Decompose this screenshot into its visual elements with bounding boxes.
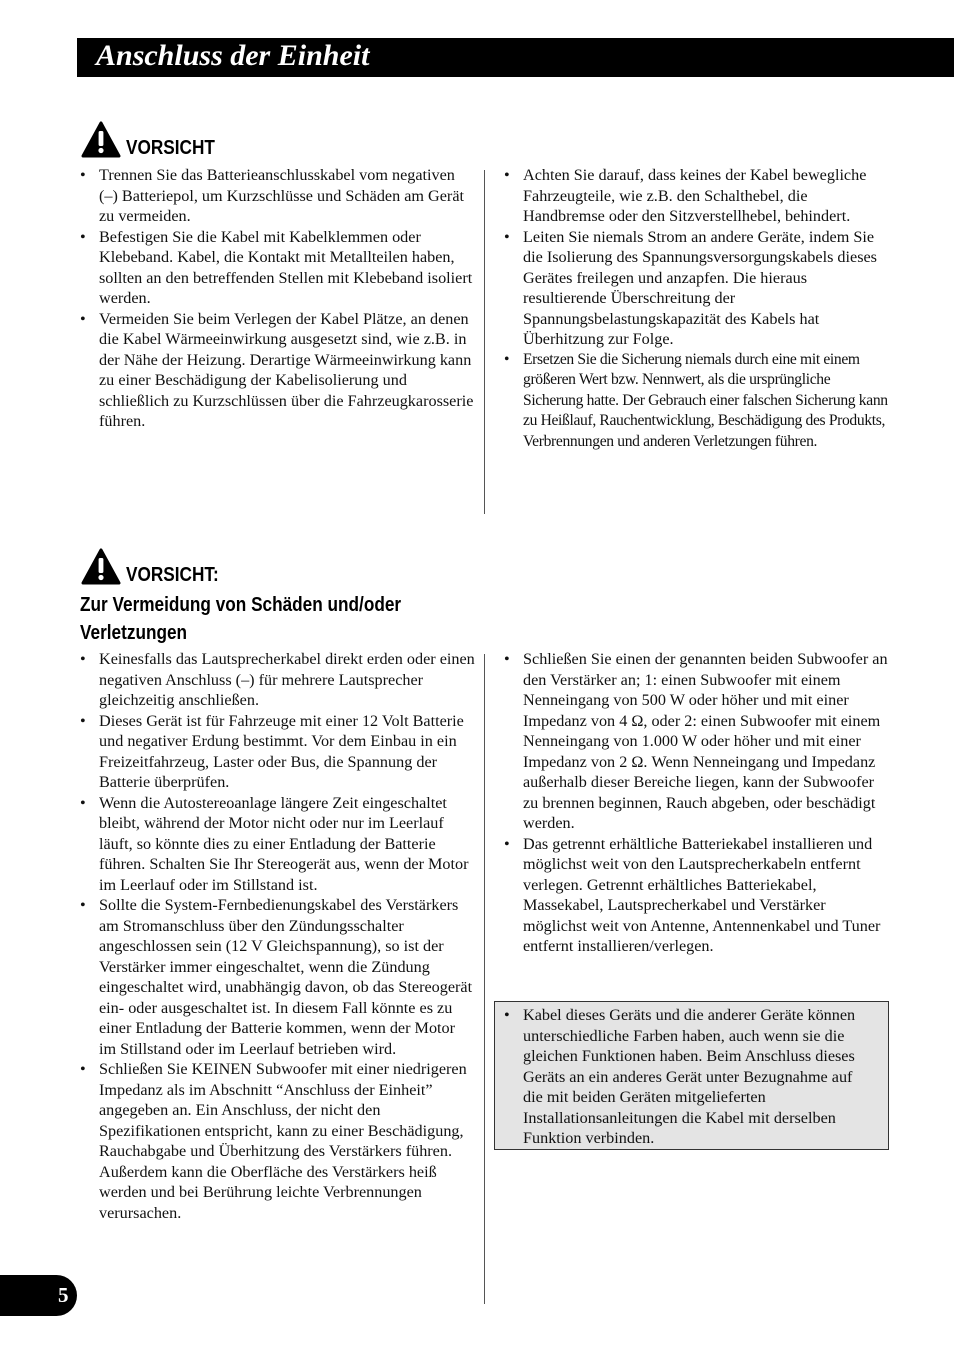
list-item: • Vermeiden Sie beim Verlegen der Kabel Plätze, an denen die Kabel Wärmeeinwirkung ausgesetzt sind, wie z.B. in der Nähe der Heizung. Derartige Wärmeeinwirkung kann zu einer Beschädigung der Kabelisolierung und schließlich zu Kurzschlüssen über die Fahrzeugkarosserie führen. <box>80 309 475 432</box>
warning-icon <box>81 548 121 586</box>
caution-heading: VORSICHT: <box>126 564 219 586</box>
caution-right-column <box>504 165 889 452</box>
note-box <box>494 1001 889 1150</box>
list-item: • Ersetzen Sie die Sicherung niemals durch eine mit einem größeren Wert bzw. Nennwert, als die ursprüngliche Sicherung hatte. Der Gebrauch einer falschen Sicherung kann zu Heißlauf, Rauchentwicklung, Beschädigung des Produkts, Verbrennungen und anderen Verletzungen führen. <box>504 350 889 453</box>
column-divider <box>484 654 485 1304</box>
caution-left-column <box>80 165 475 432</box>
caution-subheading: Zur Vermeidung von Schäden und/oder <box>80 594 402 616</box>
warning-icon <box>81 121 121 159</box>
list-item: • Das getrennt erhältliche Batteriekabel installieren und möglichst weit von den Lautsprecherkabeln entfernt verlegen. Getrennt erhältliches Batteriekabel, Massekabel, Lautsprecherkabel und Verstärker möglichst weit von Antenne, Antennenkabel und Tuner entfernt installieren/verlegen. <box>504 834 889 957</box>
list-item: • Leiten Sie niemals Strom an andere Geräte, indem Sie die Isolierung des Spannungsversorgungskabels dieses Gerätes freilegen und anzapfen. Die hieraus resultierende Überschreitung der Spannungsbelastungskapazität des Kabels hat Überhitzung zur Folge. <box>504 227 889 350</box>
caution-heading: VORSICHT <box>126 137 215 159</box>
page-number: 5 <box>58 1283 69 1307</box>
list-item: • Schließen Sie KEINEN Subwoofer mit einer niedrigeren Impedanz als im Abschnitt “Anschluss der Einheit” angegeben an. Ein Anschluss, der nicht den Spezifikationen entspricht, kann zu einer Beschädigung, Rauchabgabe und Überhitzung des Verstärkers führen. Außerdem kann die Oberfläche des Verstärkers heiß werden und bei Berührung leichte Verbrennungen verursachen. <box>80 1059 475 1223</box>
note-item: • Kabel dieses Geräts und die anderer Geräte können unterschiedliche Farben haben, auch wenn sie die gleichen Funktionen haben. Beim Anschluss dieses Geräts an ein anderes Gerät unter Bezugnahme auf die mit beiden Geräten mitgelieferten Installationsanleitungen die Kabel mit derselben Funktion verbinden. <box>504 1005 876 1149</box>
caution-left-column <box>80 649 475 1223</box>
note-text-wrap <box>504 1005 876 1149</box>
caution-subheading: Verletzungen <box>80 622 188 644</box>
list-item: • Sollte die System-Fernbedienungskabel des Verstärkers am Stromanschluss über den Zündungsschalter angeschlossen sein (12 V Gleichspannung), so ist der Verstärker immer eingeschaltet, wenn die Zündung eingeschaltet wird, unabhängig davon, ob das Stereogerät ein- oder ausgeschaltet ist. In diesem Fall könnte es zu einer Entladung der Batterie kommen, wenn der Motor im Stillstand oder im Leerlauf betrieben wird. <box>80 895 475 1059</box>
title-bar <box>77 38 954 77</box>
caution-right-column <box>504 649 889 957</box>
list-item: • Dieses Gerät ist für Fahrzeuge mit einer 12 Volt Batterie und negativer Erdung bestimmt. Vor dem Einbau in ein Freizeitfahrzeug, Laster oder Bus, die Spannung der Batterie überprüfen. <box>80 711 475 793</box>
page-number-tab <box>0 1275 77 1316</box>
list-item: • Keinesfalls das Lautsprecherkabel direkt erden oder einen negativen Anschluss (–) für mehrere Lautsprecher gleichzeitig anschließen. <box>80 649 475 711</box>
list-item: • Wenn die Autostereoanlage längere Zeit eingeschaltet bleibt, während der Motor nicht oder nur im Leerlauf läuft, so könnte dies zu einer Entladung der Batterie führen. Schalten Sie Ihr Stereogerät aus, wenn der Motor im Leerlauf oder im Stillstand ist. <box>80 793 475 896</box>
column-divider <box>484 170 485 514</box>
list-item: • Befestigen Sie die Kabel mit Kabelklemmen oder Klebeband. Kabel, die Kontakt mit Metallteilen haben, sollten an den betreffenden Stellen mit Klebeband isoliert werden. <box>80 227 475 309</box>
page-title: Anschluss der Einheit <box>96 39 370 72</box>
list-item: • Schließen Sie einen der genannten beiden Subwoofer an den Verstärker an; 1: einen Subwoofer mit einem Nenneingang von 500 W oder höher und mit einer Impedanz von 4 Ω, oder 2: einen Subwoofer mit einem Nenneingang von 1.000 W oder höher und mit einer Impedanz von 2 Ω. Wenn Nenneingang und Impedanz außerhalb dieser Bereiche liegen, kann der Subwoofer zu brennen beginnen, Rauch abgeben, oder beschädigt werden. <box>504 649 889 834</box>
list-item: • Achten Sie darauf, dass keines der Kabel bewegliche Fahrzeugteile, wie z.B. den Schalthebel, die Handbremse oder den Sitzverstellhebel, behindert. <box>504 165 889 227</box>
list-item: • Trennen Sie das Batterieanschlusskabel vom negativen (–) Batteriepol, um Kurzschlüsse und Schäden am Gerät zu vermeiden. <box>80 165 475 227</box>
